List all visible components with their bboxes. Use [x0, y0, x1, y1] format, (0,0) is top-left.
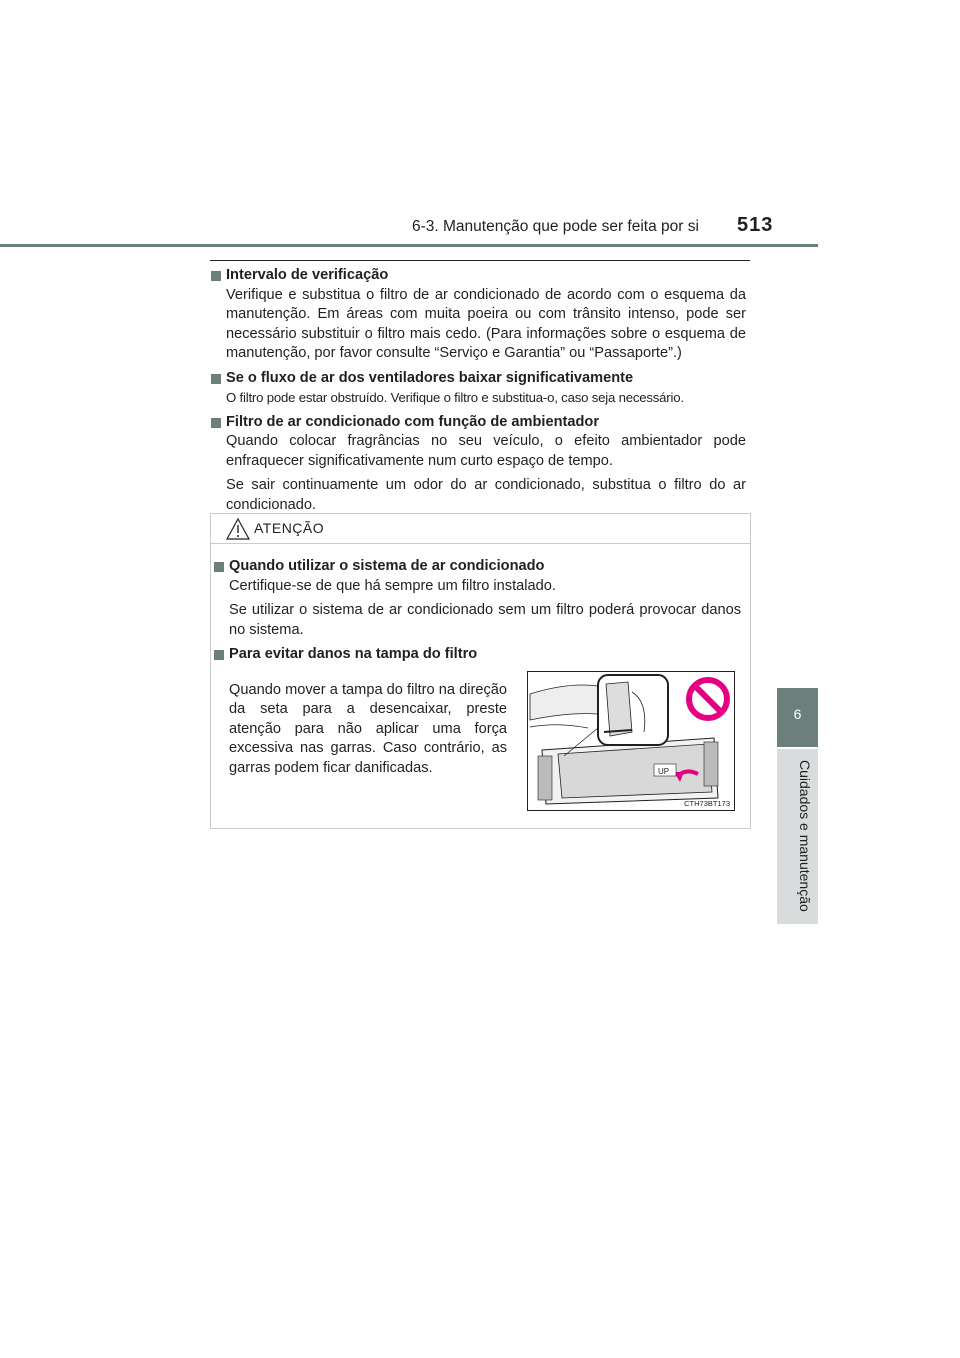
header-rule: [0, 244, 818, 247]
section-inspection-interval: [211, 266, 746, 364]
warning-paragraph: Quando mover a tampa do filtro na direção da seta para a desencaixar, preste atenção para não aplicar uma força excessiva nas garras. Caso contrário, as garras podem ficar danificadas.: [229, 681, 507, 776]
section-heading: Intervalo de verificação: [211, 266, 746, 286]
warning-triangle-icon: [225, 517, 251, 541]
warning-paragraph: Certifique-se de que há sempre um filtro instalado.: [229, 577, 556, 594]
bullet-square-icon: [211, 374, 221, 384]
warning-paragraph: Se utilizar o sistema de ar condicionado sem um filtro poderá provocar danos no sistema.: [229, 602, 741, 638]
warning-box: [210, 513, 751, 829]
section-paragraph: Verifique e substitua o filtro de ar condicionado de acordo com o esquema da manutenção. Em áreas com muita poeira ou com trânsito intenso, pode ser necessário substituir o filtro mais cedo. (Para informações sobre o esquema de manutenção, por favor consulte “Serviço e Garantia” ou “Passaporte”.): [226, 286, 746, 361]
prohibited-icon: [689, 680, 727, 718]
bullet-square-icon: [211, 418, 221, 428]
chapter-number: 6: [793, 706, 802, 722]
filter-cover-drawing: [528, 672, 734, 810]
section-fragrance-filter: [211, 413, 746, 516]
warning-heading: Quando utilizar o sistema de ar condicionado: [214, 557, 741, 577]
warning-header: [211, 514, 750, 544]
bullet-square-icon: [214, 650, 224, 660]
bullet-square-icon: [214, 562, 224, 572]
filter-cover-illustration: [527, 671, 735, 811]
section-airflow: [211, 369, 746, 408]
up-label: UP: [658, 767, 670, 776]
warning-label: ATENÇÃO: [254, 520, 325, 536]
bullet-square-icon: [211, 271, 221, 281]
content-rule: [210, 260, 750, 261]
chapter-title: Cuidados e manutenção: [797, 760, 813, 912]
section-paragraph: Quando colocar fragrâncias no seu veículo, o efeito ambientador pode enfraquecer significativamente num curto espaço de tempo.: [226, 433, 746, 469]
main-content: [211, 266, 746, 515]
page-number: 513: [737, 214, 774, 236]
warning-heading: Para evitar danos na tampa do filtro: [214, 645, 741, 665]
section-heading: Se o fluxo de ar dos ventiladores baixar significativamente: [211, 369, 746, 389]
figure-caption: CTH73BT173: [684, 799, 730, 808]
section-paragraph: O filtro pode estar obstruído. Verifique o filtro e substitua-o, caso seja necessário.: [226, 390, 684, 405]
section-heading: Filtro de ar condicionado com função de ambientador: [211, 413, 746, 433]
section-title: 6-3. Manutenção que pode ser feita por si: [412, 218, 699, 235]
section-paragraph: Se sair continuamente um odor do ar condicionado, substitua o filtro do ar condicionado.: [226, 477, 746, 513]
